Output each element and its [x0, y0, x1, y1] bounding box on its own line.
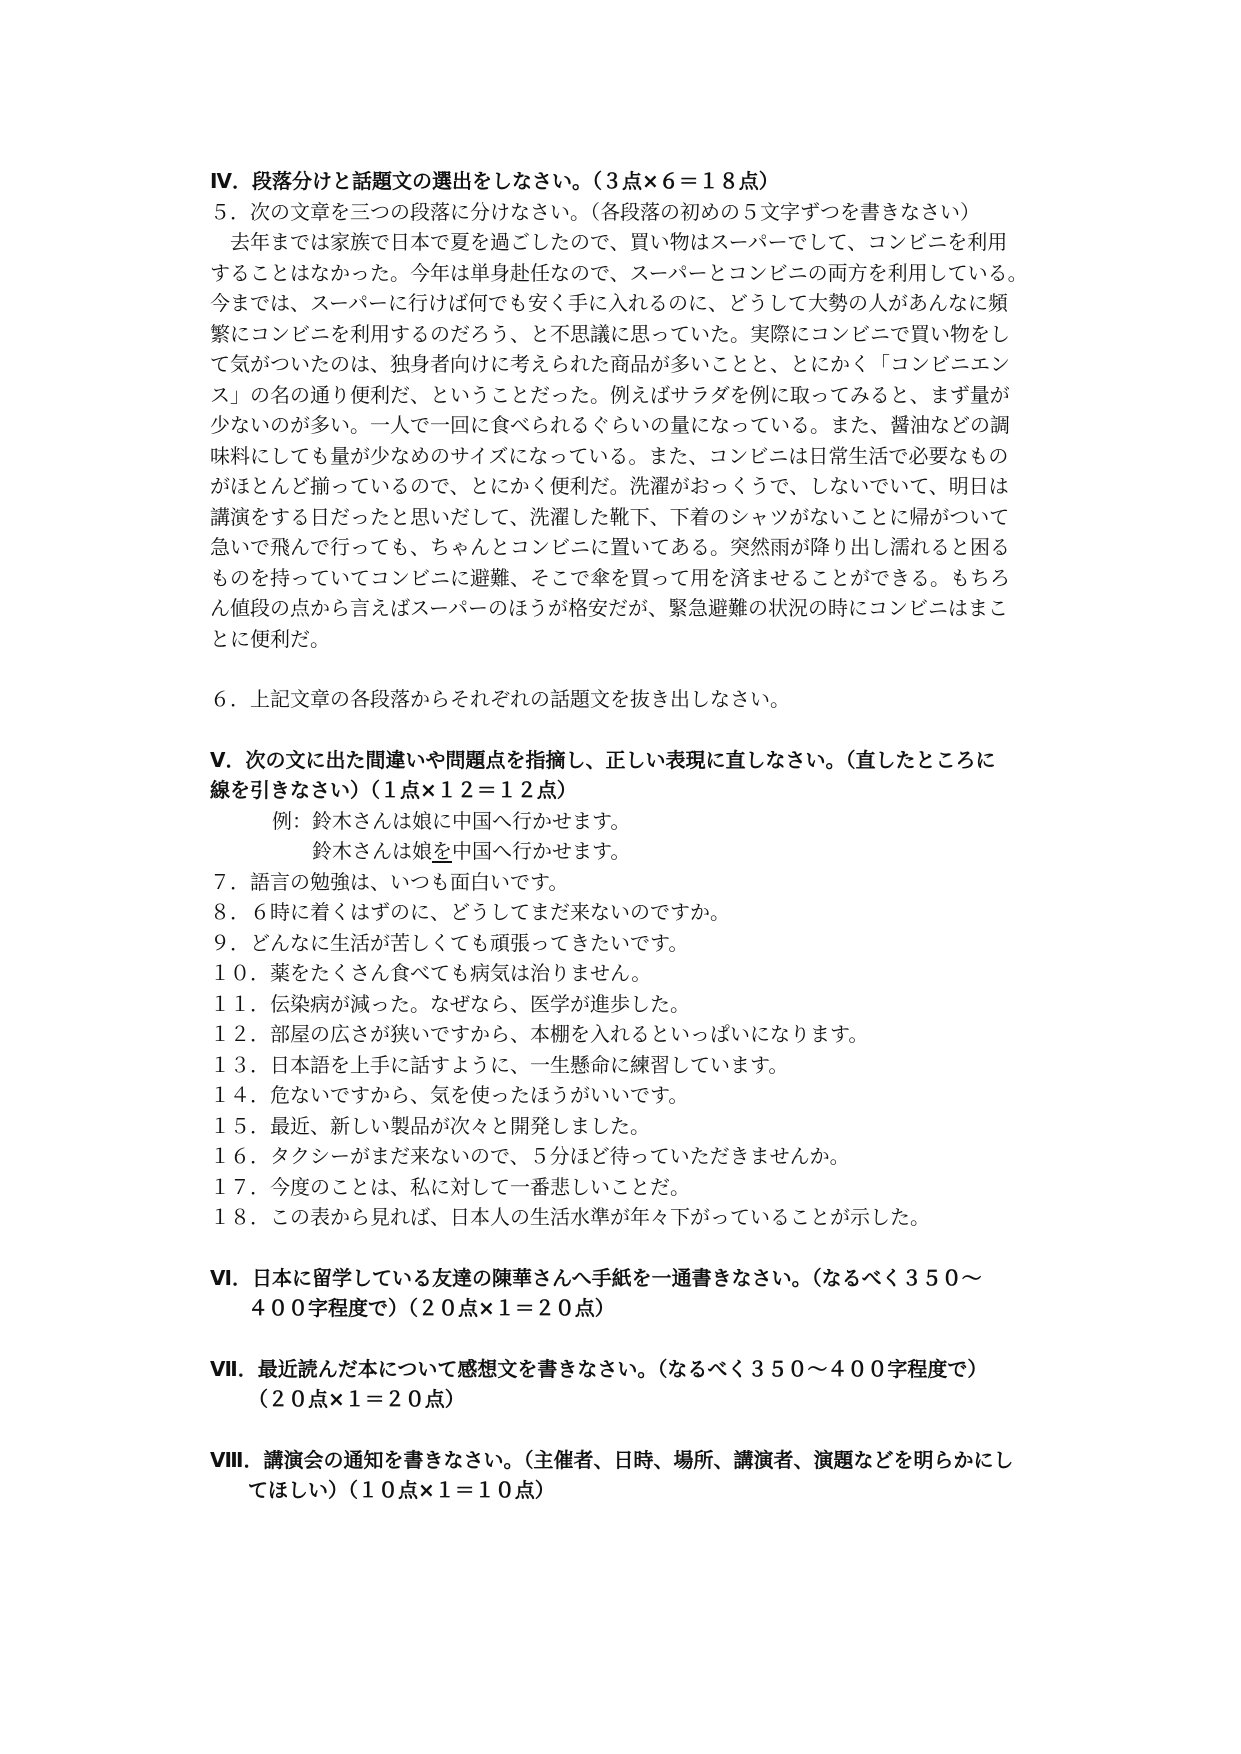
question-item: １７．今度のことは、私に対して一番悲しいことだ。: [210, 1174, 690, 1199]
question-item: １３．日本語を上手に話すように、一生懸命に練習しています。: [210, 1052, 789, 1077]
example-right-before: 鈴木さんは娘: [312, 839, 432, 863]
question-item: １６．タクシーがまだ来ないので、５分ほど待っていただきませんか。: [210, 1144, 850, 1168]
example-right-after: 中国へ行かせます。: [452, 839, 631, 863]
section-5-heading-line1: Ⅴ．次の文に出た間違いや問題点を指摘し、正しい表現に直しなさい。（直したところに: [210, 747, 996, 772]
question-item: １２．部屋の広さが狭いですから、本棚を入れるといっぱいになります。: [210, 1022, 869, 1046]
passage-line: 今までは、スーパーに行けば何でも安く手に入れるのに、どうして大勢の人があんなに頻: [210, 291, 1008, 315]
section-7-line1: Ⅶ．最近読んだ本について感想文を書きなさい。（なるべく３５０～４００字程度で）: [210, 1356, 988, 1381]
correction-items: [210, 867, 1040, 1233]
passage-line: とに便利だ。: [210, 626, 330, 651]
passage-line: 繁にコンビニを利用するのだろう、と不思議に思っていた。実際にコンビニで買い物をし: [210, 321, 1010, 346]
section-7-line2: （２０点×１＝２０点）: [248, 1387, 465, 1411]
question-item: ９．どんなに生活が苦しくても頑張ってきたいです。: [210, 930, 689, 955]
example-wrong-text: 鈴木さんは娘に中国へ行かせます。: [312, 808, 631, 833]
exam-content: [210, 166, 1040, 1506]
passage-line: て気がついたのは、独身者向けに考えられた商品が多いことと、とにかく「コンビニエン: [210, 352, 1010, 376]
question-5: ５．次の文章を三つの段落に分けなさい。（各段落の初めの５文字ずつを書きなさい）: [210, 199, 980, 224]
question-item: １１．伝染病が減った。なぜなら、医学が進歩した。: [210, 991, 690, 1016]
section-6-line2: ４００字程度で）（２０点×１＝２０点）: [248, 1296, 615, 1320]
question-item: ８．６時に着くはずのに、どうしてまだ来ないのですか。: [210, 900, 730, 924]
passage-line: 味料にしても量が少なめのサイズになっている。また、コンビニは日常生活で必要なもの: [210, 443, 1009, 468]
question-item: １５．最近、新しい製品が次々と開発しました。: [210, 1113, 650, 1138]
section-8-line2: てほしい）（１０点×１＝１０点）: [248, 1478, 555, 1502]
section-5-heading-line2: 線を引きなさい）（１点×１２＝１２点）: [210, 778, 577, 802]
passage-line: 少ないのが多い。一人で一回に食べられるぐらいの量になっている。また、醤油などの調: [210, 413, 1010, 437]
passage-line: ものを持っていてコンビニに避難、そこで傘を買って用を済ませることができる。もちろ: [210, 565, 1010, 590]
passage-line: 急いで飛んで行っても、ちゃんとコンビニに置いてある。突然雨が降り出し濡れると困る: [210, 535, 1010, 559]
example-wrong: [210, 806, 1040, 837]
passage-line: することはなかった。今年は単身赴任なので、スーパーとコンビニの両方を利用している。: [210, 260, 1028, 285]
question-item: １０．薬をたくさん食べても病気は治りません。: [210, 961, 652, 985]
question-item: １８．この表から見れば、日本人の生活水準が年々下がっていることが示した。: [210, 1205, 930, 1229]
example-label: 例：: [272, 808, 312, 833]
passage-line: 講演をする日だったと思いだして、洗濯した靴下、下着のシャツがないことに帰がついて: [210, 504, 1010, 529]
passage-line: ス」の名の通り便利だ、ということだった。例えばサラダを例に取ってみると、まず量が: [210, 382, 1010, 407]
section-4-heading: Ⅳ．段落分けと話題文の選出をしなさい。（３点×６＝１８点）: [210, 169, 779, 193]
passage: [210, 227, 1040, 654]
passage-line: 去年までは家族で日本で夏を過ごしたので、買い物はスーパーでして、コンビニを利用: [210, 230, 1008, 254]
section-6-line1: Ⅵ．日本に留学している友達の陳華さんへ手紙を一通書きなさい。（なるべく３５０～: [210, 1265, 982, 1290]
question-item: １４．危ないですから、気を使ったほうがいいです。: [210, 1083, 689, 1107]
section-8-line1: Ⅷ．講演会の通知を書きなさい。（主催者、日時、場所、講演者、演題などを明らかにし: [210, 1447, 1014, 1472]
passage-line: がほとんど揃っているので、とにかく便利だ。洗濯がおっくうで、しないでいて、明日は: [210, 474, 1009, 498]
question-6: ６．上記文章の各段落からそれぞれの話題文を抜き出しなさい。: [210, 687, 790, 711]
passage-line: ん値段の点から言えばスーパーのほうが格安だが、緊急避難の状況の時にコンビニはまこ: [210, 596, 1008, 620]
example-right: [210, 836, 1040, 867]
question-item: ７．語言の勉強は、いつも面白いです。: [210, 869, 569, 894]
example-right-underlined: を: [432, 839, 452, 863]
